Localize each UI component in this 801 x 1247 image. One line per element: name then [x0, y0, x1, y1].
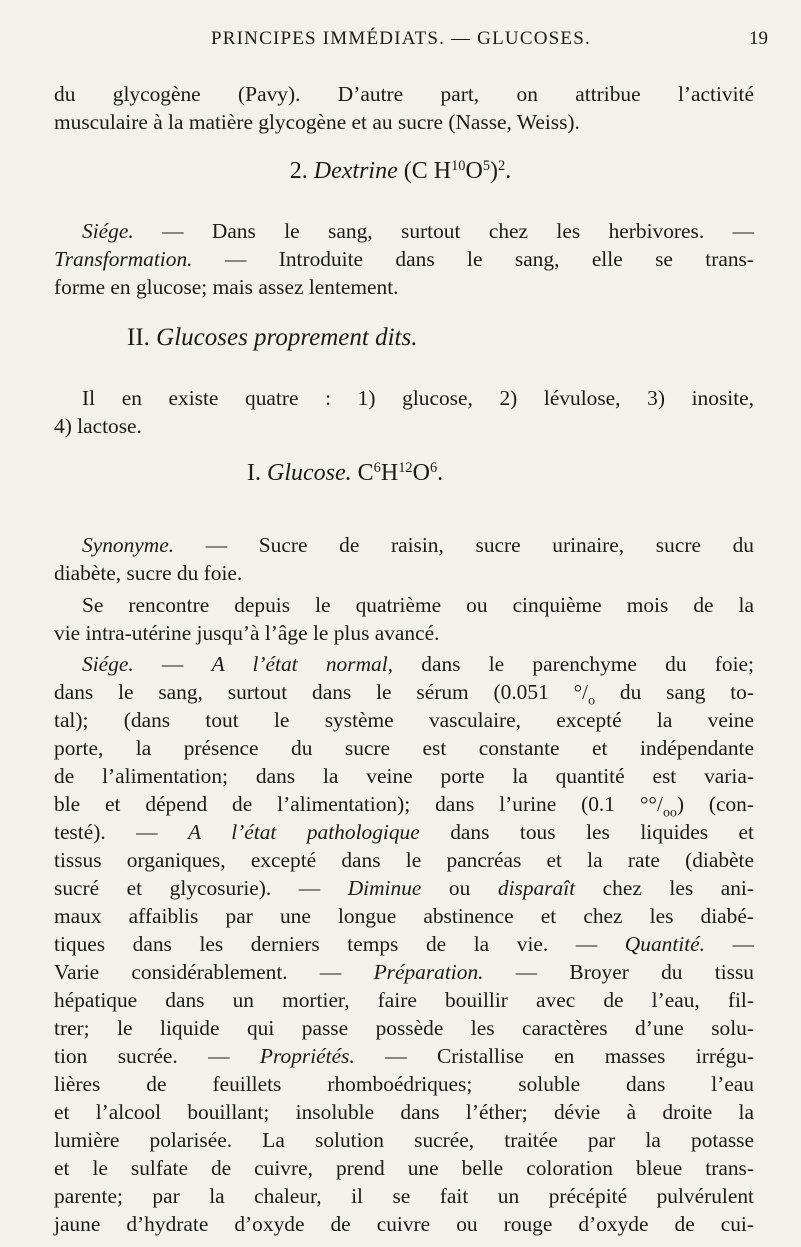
text-line: du glycogène (Pavy). D’autre part, on attribue l’activité: [54, 82, 754, 106]
text-line: tiques dans les derniers temps de la vie. — Quantité. —: [54, 932, 754, 956]
text-line: Se rencontre depuis le quatrième ou cinquième mois de la: [82, 593, 754, 617]
text-line: Siége. — A l’état normal, dans le parenchyme du foie;: [82, 652, 754, 676]
text-line: testé). — A l’état pathologique dans tous les liquides et: [54, 820, 754, 844]
text-line: Siége. — Dans le sang, surtout chez les herbivores. —: [82, 219, 754, 243]
page-number: 19: [749, 28, 768, 49]
text-line: porte, la présence du sucre est constante et indépendante: [54, 736, 754, 760]
chemical-formula: $C^6H^{12}O^6$.: [357, 460, 444, 486]
text-line: 4) lactose.: [54, 414, 142, 438]
subheading-label: Synonyme.: [82, 533, 175, 557]
heading-title: Dextrine: [313, 158, 398, 184]
subheading-label: Siége.: [82, 652, 134, 676]
text-line: tion sucrée. — Propriétés. — Cristallise en masses irrégu-: [54, 1044, 754, 1068]
text-line: de l’alimentation; dans la veine porte la quantité est varia-: [54, 764, 754, 788]
text-line: et l’alcool bouillant; insoluble dans l’éther; dévie à droite la: [54, 1100, 754, 1124]
section-heading-glucoses: [127, 323, 417, 353]
text-line: tal); (dans tout le système vasculaire, excepté la veine: [54, 708, 754, 732]
text-line: lières de feuillets rhomboédriques; soluble dans l’eau: [54, 1072, 754, 1096]
text-line: parente; par la chaleur, il se fait un précépité pulvérulent: [54, 1184, 754, 1208]
text-line: et le sulfate de cuivre, prend une belle coloration bleue trans-: [54, 1156, 754, 1180]
heading-title: Glucose.: [267, 460, 352, 486]
heading-number: I.: [247, 460, 261, 486]
text-line: diabète, sucre du foie.: [54, 561, 243, 585]
text-line: maux affaiblis par une longue abstinence et chez les diabé-: [54, 904, 754, 928]
text-line: musculaire à la matière glycogène et au sucre (Nasse, Weiss).: [54, 110, 580, 134]
running-head: [0, 28, 801, 58]
chemical-formula: (C $H^{10}O^5)^2$.: [403, 158, 512, 184]
text-line: forme en glucose; mais assez lentement.: [54, 275, 399, 299]
heading-number: 2.: [289, 158, 308, 184]
text-line: hépatique dans un mortier, faire bouillir avec de l’eau, fil-: [54, 988, 754, 1012]
section-heading-dextrine: [0, 156, 801, 186]
text-line: tissus organiques, excepté dans le pancréas et la rate (diabète: [54, 848, 754, 872]
section-heading-glucose: [247, 458, 443, 488]
text-line: Il en existe quatre : 1) glucose, 2) lévulose, 3) inosite,: [82, 386, 754, 410]
text-line: Synonyme. — Sucre de raisin, sucre urinaire, sucre du: [82, 533, 754, 557]
heading-title: Glucoses proprement dits.: [156, 324, 418, 351]
heading-number: II.: [127, 324, 150, 351]
subheading-label: Siége.: [82, 219, 134, 243]
text-line: ble et dépend de l’alimentation); dans l’urine (0.1 $^\circ^\circ/_{oo}$) (con-: [54, 792, 754, 821]
text-line: vie intra-utérine jusqu’à l’âge le plus avancé.: [54, 621, 440, 645]
text-line: Transformation. — Introduite dans le sang, elle se trans-: [54, 247, 754, 271]
text-line: dans le sang, surtout dans le sérum (0.051 $^\circ/_o$ du sang to-: [54, 680, 754, 709]
subheading-label: Transformation.: [54, 247, 193, 271]
text-line: trer; le liquide qui passe possède les caractères d’une solu-: [54, 1016, 754, 1040]
text-line: Varie considérablement. — Préparation. — Broyer du tissu: [54, 960, 754, 984]
text-line: sucré et glycosurie). — Diminue ou disparaît chez les ani-: [54, 876, 754, 900]
running-head-title: PRINCIPES IMMÉDIATS. — GLUCOSES.: [211, 28, 591, 49]
text-line: jaune d’hydrate d’oxyde de cuivre ou rouge d’oxyde de cui-: [54, 1212, 754, 1236]
text-line: lumière polarisée. La solution sucrée, traitée par la potasse: [54, 1128, 754, 1152]
